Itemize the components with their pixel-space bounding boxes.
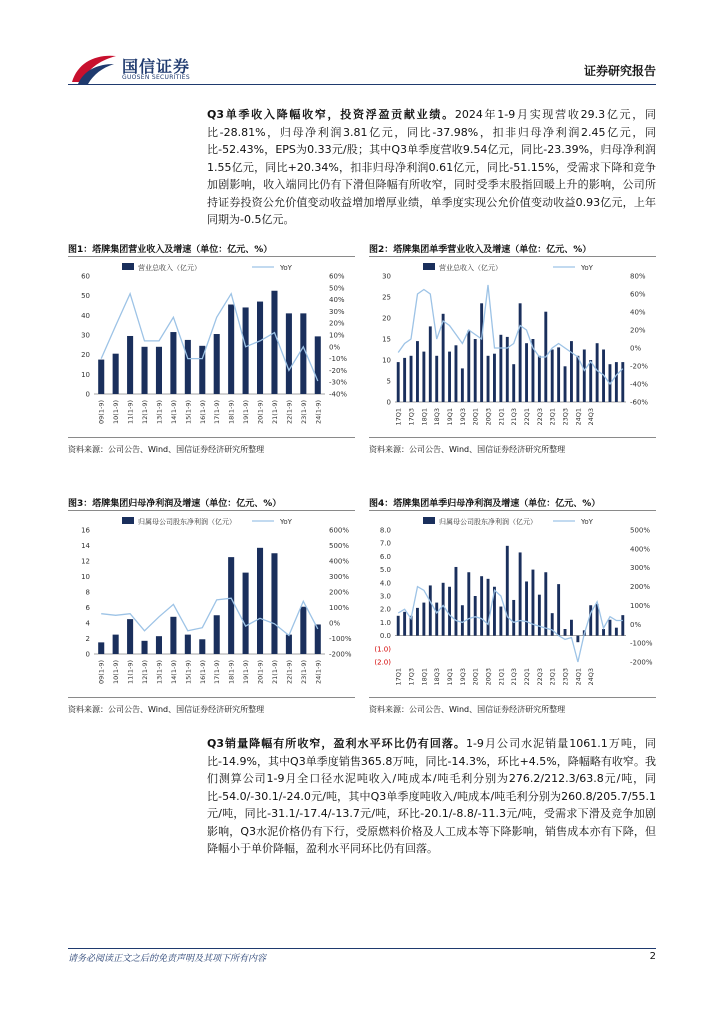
bar [551,350,554,403]
bar [519,303,522,402]
figure-1-title: 图1：塔牌集团营业收入及增速（单位：亿元、%） [68,245,273,255]
legend-bar-label: 营业总收入（亿元） [439,264,502,272]
bar [214,615,220,654]
x-axis-tick-label: 24Q3 [587,668,596,686]
bar [315,336,321,394]
x-axis-tick-label: 24(1-9) [314,400,323,424]
right-axis-tick-label: 0% [630,620,642,629]
left-axis-tick-label: 5.0 [379,566,391,575]
bar [455,345,458,402]
x-axis-tick-label: 21(1-9) [270,400,279,424]
bar [551,613,554,635]
legend-line-label: YoY [280,264,292,272]
left-axis-tick-label: 8 [85,588,90,597]
yoy-series-line [101,294,318,381]
left-axis-tick-label: 0 [386,398,391,407]
right-axis-tick-label: 20% [630,326,646,335]
x-axis-tick-label: 22Q1 [523,668,532,686]
bar [448,587,451,636]
footer-disclaimer: 请务必阅读正文之后的免责声明及其项下所有内容 [68,954,267,964]
figure-4-chart [369,514,656,692]
bar [156,347,162,394]
right-axis-tick-label: 500% [329,542,350,550]
figure-2-title: 图2：塔牌集团单季营业收入及增速（单位：亿元、%） [369,245,592,255]
bar [416,608,419,636]
legend-bar-swatch [423,517,435,524]
right-axis-tick-label: -10% [329,355,348,364]
x-axis-tick-label: 10(1-9) [112,660,121,684]
x-axis-tick-label: 14(1-9) [169,660,178,684]
left-axis-tick-label: 0.0 [379,632,391,641]
figure-2-bottom-rule [369,437,656,438]
bar [557,347,560,402]
bar [564,366,567,402]
bar [596,343,599,402]
bar [621,362,624,402]
yoy-series-line [101,598,318,635]
bar [98,642,104,654]
bar [286,313,292,394]
x-axis-tick-label: 22Q3 [535,408,544,426]
x-axis-tick-label: 23Q3 [561,408,570,426]
right-axis-tick-label: 0% [329,343,341,352]
legend-bar-label: 归属母公司股东净利润（亿元） [138,518,236,526]
bar [512,600,515,636]
left-axis-tick-label: 2.0 [379,605,391,614]
figure-3-title: 图3：塔牌集团归母净利润及增速（单位：亿元、%） [68,499,282,509]
right-axis-tick-label: 80% [630,272,646,281]
left-axis-tick-label: 4 [85,619,90,628]
x-axis-tick-label: 13(1-9) [155,660,164,684]
figure-4-bottom-rule [369,697,656,698]
bar [564,629,567,636]
bar [113,635,119,654]
bar [416,341,419,402]
right-axis-tick-label: 10% [329,331,345,340]
legend-line-label: YoY [581,518,593,526]
bar [557,584,560,635]
bar [214,334,220,394]
left-axis-tick-label: 10 [81,573,90,581]
bar [525,343,528,402]
left-axis-tick-label: 30 [382,272,391,281]
bar [448,352,451,402]
right-axis-tick-label: -60% [630,398,649,407]
figure-1-bottom-rule [68,437,355,438]
figure-2-chart [369,260,656,432]
bar [576,636,579,643]
x-axis-tick-label: 13(1-9) [155,400,164,424]
paragraph-q3-volume [207,735,656,858]
bar [257,548,263,654]
x-axis-tick-label: 23Q1 [548,668,557,686]
bar [127,336,133,394]
x-axis-tick-label: 23(1-9) [299,660,308,684]
x-axis-tick-label: 11(1-9) [126,660,135,684]
figure-4-title: 图4：塔牌集团单季归母净利润及增速（单位：亿元、%） [369,499,601,509]
paragraph-body: 2024年1-9月实现营收29.3亿元，同比-28.81%，归母净利润3.81亿元，同比-37.98%，扣非归母净利润2.45亿元，同比-52.43%，EPS为0.33元/股；其中Q3单季度营收9.54亿元，同比-23.39%，归母净利润1.55亿元，同比+20.34%，扣非归母净利润0.61亿元，同比-51.15%，受需求下降和竞争加剧影响，收入端同比仍有下滑但降幅有所收窄，同时受季末股指回暖上升的影响，公司所持证券投资公允价值变动收益增加增厚业绩，单季度实现公允价值变动收益0.93亿元，上年同期为-0.5亿元。 [207,108,657,226]
left-axis-tick-label: 0 [85,650,90,659]
bar [621,615,624,635]
left-axis-tick-label: 12 [81,557,90,566]
x-axis-tick-label: 15(1-9) [184,400,193,424]
bar [429,585,432,635]
bar [583,350,586,403]
right-axis-tick-label: -100% [630,639,653,648]
paragraph-lead: Q3销量降幅有所收窄，盈利水平环比仍有回落。 [207,737,466,750]
bar [538,595,541,636]
x-axis-tick-label: 17Q3 [407,668,416,686]
bar [570,620,573,636]
x-axis-tick-label: 18Q3 [433,408,442,426]
bar [98,360,104,394]
x-axis-tick-label: 22(1-9) [285,400,294,424]
yoy-series-line [398,587,623,662]
right-axis-tick-label: 60% [630,290,646,299]
bar [422,603,425,636]
left-axis-tick-label: 6.0 [379,552,391,561]
bar [467,331,470,402]
x-axis-tick-label: 09(1-9) [97,400,106,424]
bar [480,303,483,402]
left-axis-tick-label: 40 [81,311,90,320]
legend-bar-swatch [122,263,134,270]
bar [480,576,483,635]
bar [228,557,234,654]
figure-3-chart [68,514,355,692]
left-axis-tick-label: 0 [85,390,90,399]
bar [286,635,292,654]
bar [442,583,445,636]
bar [141,347,147,394]
left-axis-tick-label: 25 [382,293,391,302]
bar [525,581,528,635]
left-axis-tick-label: 15 [382,335,391,344]
bar [506,546,509,636]
bar [615,362,618,402]
paragraph-lead: Q3单季收入降幅收窄，投资浮盈贡献业绩。 [207,108,455,121]
page-number: 2 [649,951,656,962]
bar [474,596,477,636]
bar [499,607,502,636]
right-axis-tick-label: 600% [329,526,350,535]
bar [442,314,445,402]
guosen-logo-icon [68,52,120,86]
x-axis-tick-label: 19Q3 [458,408,467,426]
bar [435,356,438,402]
left-axis-tick-label: 3.0 [379,592,391,601]
x-axis-tick-label: 20Q1 [471,408,480,426]
x-axis-tick-label: 21Q1 [497,668,506,686]
bar [570,341,573,402]
left-axis-tick-label: 50 [81,292,90,301]
legend-line-label: YoY [581,264,593,272]
right-axis-tick-label: 400% [329,557,350,566]
right-axis-tick-label: -200% [329,650,352,659]
left-axis-tick-label: 30 [81,331,90,340]
x-axis-tick-label: 20(1-9) [256,660,265,684]
bar [228,305,234,394]
left-axis-tick-label: (2.0) [374,658,391,667]
x-axis-tick-label: 20Q1 [471,668,480,686]
left-axis-tick-label: 20 [81,351,90,360]
x-axis-tick-label: 24Q1 [574,408,583,426]
right-axis-tick-label: 200% [630,583,651,592]
x-axis-tick-label: 09(1-9) [97,660,106,684]
right-axis-tick-label: -40% [329,390,348,399]
x-axis-tick-label: 17Q1 [394,668,403,686]
x-axis-tick-label: 19Q1 [446,668,455,686]
bar [300,313,306,394]
bar [243,573,249,654]
bar [403,612,406,636]
bar [461,605,464,635]
header-divider [68,84,656,85]
x-axis-tick-label: 21(1-9) [270,660,279,684]
right-axis-tick-label: -100% [329,635,352,643]
bar [615,628,618,636]
bar [493,354,496,402]
right-axis-tick-label: 0% [630,344,642,353]
x-axis-tick-label: 17(1-9) [213,400,222,424]
left-axis-tick-label: 4.0 [379,579,391,588]
x-axis-tick-label: 18Q1 [420,408,429,426]
right-axis-tick-label: 60% [329,272,345,281]
bar [170,332,176,394]
right-axis-tick-label: 300% [329,573,350,581]
bar [538,356,541,402]
x-axis-tick-label: 23Q1 [548,408,557,426]
x-axis-tick-label: 22Q1 [523,408,532,426]
x-axis-tick-label: 19Q1 [446,408,455,426]
bar [474,339,477,402]
logo-text-en: GUOSEN SECURITIES [122,74,191,81]
right-axis-tick-label: 50% [329,284,345,293]
left-axis-tick-label: 6 [85,604,90,612]
bar [185,340,191,394]
bar [461,368,464,402]
yoy-series-line [398,285,623,384]
x-axis-tick-label: 16(1-9) [198,660,207,684]
x-axis-tick-label: 17Q3 [407,408,416,426]
bar [397,362,400,402]
x-axis-tick-label: 18(1-9) [227,660,236,684]
bar [532,570,535,636]
left-axis-tick-label: 2 [85,635,90,643]
x-axis-tick-label: 12(1-9) [141,660,150,684]
bar [609,620,612,636]
logo-text-cn: 国信证券 [122,57,191,76]
x-axis-tick-label: 20Q3 [484,668,493,686]
x-axis-tick-label: 10(1-9) [112,400,121,424]
bar [429,326,432,402]
x-axis-tick-label: 24Q1 [574,668,583,686]
left-axis-tick-label: 20 [382,314,391,323]
footer-divider [68,948,656,949]
right-axis-tick-label: 400% [630,545,651,554]
left-axis-tick-label: 10 [382,356,391,365]
bar [576,356,579,402]
x-axis-tick-label: 14(1-9) [169,400,178,424]
legend-bar-swatch [122,517,134,524]
x-axis-tick-label: 20(1-9) [256,400,265,424]
x-axis-tick-label: 17Q1 [394,408,403,426]
x-axis-tick-label: 21Q3 [510,668,519,686]
bar [185,635,191,654]
x-axis-tick-label: 21Q3 [510,408,519,426]
bar [403,358,406,402]
figure-3-top-rule [68,510,355,511]
legend-bar-label: 营业总收入（亿元） [138,264,201,272]
right-axis-tick-label: -40% [630,380,649,389]
bar [410,356,413,402]
bar [170,617,176,654]
x-axis-tick-label: 18(1-9) [227,400,236,424]
right-axis-tick-label: -20% [329,366,348,375]
x-axis-tick-label: 22Q3 [535,668,544,686]
bar [257,302,263,394]
x-axis-tick-label: 15(1-9) [184,660,193,684]
right-axis-tick-label: 20% [329,319,345,328]
bar [113,354,119,394]
x-axis-tick-label: 20Q3 [484,408,493,426]
right-axis-tick-label: 40% [329,296,345,305]
report-type-label: 证券研究报告 [583,64,656,78]
bar [300,607,306,654]
bar [519,552,522,635]
x-axis-tick-label: 23(1-9) [299,400,308,424]
figure-1-top-rule [68,256,355,257]
left-axis-tick-label: 10 [81,370,90,379]
x-axis-tick-label: 21Q1 [497,408,506,426]
x-axis-tick-label: 19(1-9) [242,660,251,684]
bar [589,605,592,635]
bar [487,579,490,636]
bar [156,636,162,654]
bar [589,360,592,402]
legend-bar-label: 归属母公司股东净利润（亿元） [439,518,537,526]
right-axis-tick-label: 100% [630,601,651,610]
figure-3-source: 资料来源：公司公告、Wind、国信证券经济研究所整理 [68,705,265,714]
figure-2-top-rule [369,256,656,257]
right-axis-tick-label: 30% [329,307,345,316]
bar [499,335,502,402]
bar [435,603,438,636]
left-axis-tick-label: 8.0 [379,526,391,535]
figure-4-top-rule [369,510,656,511]
right-axis-tick-label: 200% [329,588,350,597]
figure-2-source: 资料来源：公司公告、Wind、国信证券经济研究所整理 [369,445,566,454]
bar [422,352,425,402]
right-axis-tick-label: -30% [329,378,348,387]
bar [467,572,470,635]
x-axis-tick-label: 16(1-9) [198,400,207,424]
right-axis-tick-label: 0% [329,619,341,628]
figure-3-bottom-rule [68,697,355,698]
bar [487,356,490,402]
paragraph-body: 1-9月公司水泥销量1061.1万吨，同比-14.9%，其中Q3单季度销售365.8万吨，同比-14.3%，环比+4.5%，降幅略有收窄。我们测算公司1-9月全口径水泥吨收入/吨成本/吨毛利分别为276.2/212.3/63.8元/吨，同比-54.0/-30.1/-24.0元/吨，其中Q3单季度吨收入/吨成本/吨毛利分别为260.8/205.7/55.1元/吨，同比-31.1/-17.4/-13.7元/吨，环比-20.1/-8.8/-11.3元/吨，受需求下滑及竞争加剧影响，Q3水泥价格仍有下行，受原燃料价格及人工成本等下降影响，销售成本亦有下降，但降幅小于单价降幅，盈利水平同环比仍有回落。 [207,737,656,855]
bar [512,364,515,402]
x-axis-tick-label: 11(1-9) [126,400,135,424]
x-axis-tick-label: 22(1-9) [285,660,294,684]
x-axis-tick-label: 23Q3 [561,668,570,686]
right-axis-tick-label: 100% [329,604,350,612]
bar [141,641,147,654]
bar [271,553,277,654]
left-axis-tick-label: 7.0 [379,539,391,548]
bar [455,567,458,636]
x-axis-tick-label: 19Q3 [458,668,467,686]
left-axis-tick-label: 60 [81,272,90,281]
legend-line-label: YoY [280,518,292,526]
paragraph-q3-revenue [207,106,656,229]
x-axis-tick-label: 24Q3 [587,408,596,426]
bar [271,291,277,394]
right-axis-tick-label: 500% [630,526,651,535]
bar [243,307,249,394]
figure-1-chart [68,260,355,432]
right-axis-tick-label: -200% [630,658,653,667]
figure-4-source: 资料来源：公司公告、Wind、国信证券经济研究所整理 [369,705,566,714]
left-axis-tick-label: 1.0 [379,618,391,627]
right-axis-tick-label: 300% [630,564,651,573]
left-axis-tick-label: (1.0) [374,645,391,654]
bar [602,629,605,636]
right-axis-tick-label: -20% [630,362,649,371]
x-axis-tick-label: 12(1-9) [141,400,150,424]
x-axis-tick-label: 19(1-9) [242,400,251,424]
bar [397,616,400,636]
figure-1-source: 资料来源：公司公告、Wind、国信证券经济研究所整理 [68,445,265,454]
x-axis-tick-label: 18Q3 [433,668,442,686]
bar [127,619,133,654]
x-axis-tick-label: 17(1-9) [213,660,222,684]
x-axis-tick-label: 18Q1 [420,668,429,686]
bar [544,572,547,635]
bar [199,639,205,654]
left-axis-tick-label: 5 [386,377,391,386]
left-axis-tick-label: 16 [81,526,90,535]
x-axis-tick-label: 24(1-9) [314,660,323,684]
right-axis-tick-label: 40% [630,308,646,317]
left-axis-tick-label: 14 [81,542,90,550]
legend-bar-swatch [423,263,435,270]
